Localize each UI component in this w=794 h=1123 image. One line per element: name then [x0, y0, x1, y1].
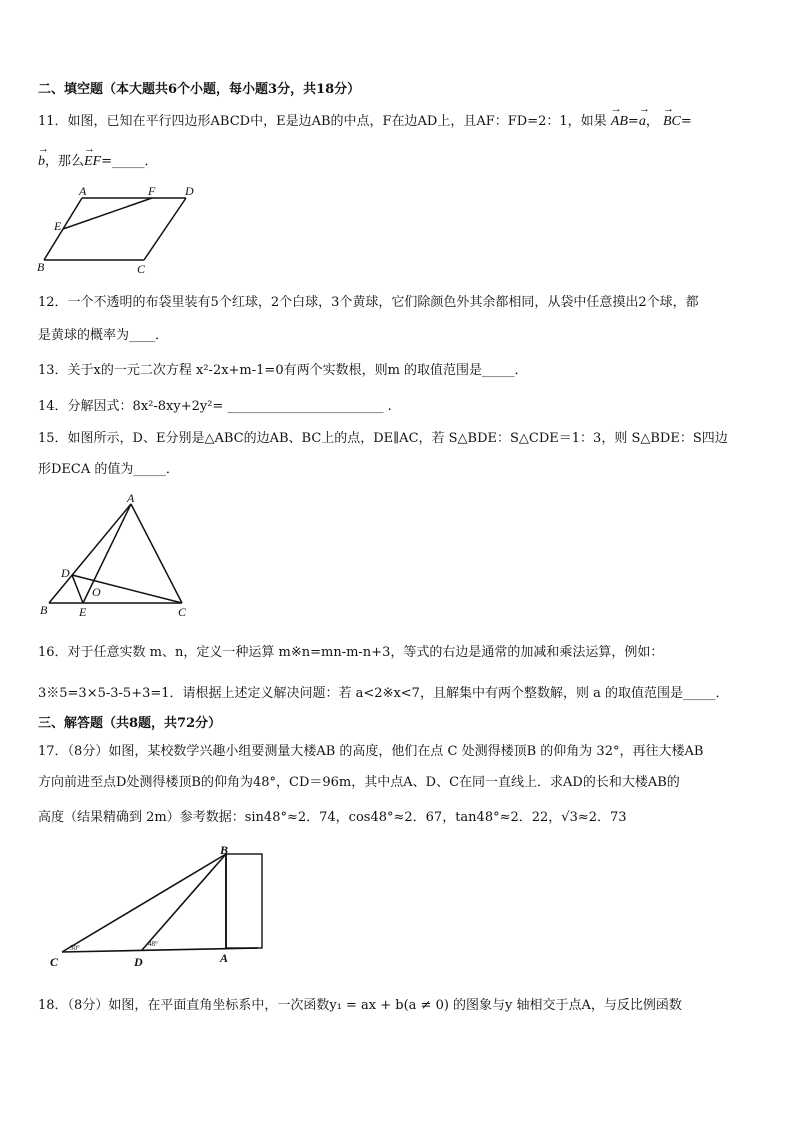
section-header-solutions: 三、解答题（共8题，共72分）	[38, 716, 222, 731]
vector-ab: → AB	[611, 110, 628, 130]
label-d: D	[185, 184, 194, 198]
question-16-line-2: 3※5=3×5-3-5+3=1．请根据上述定义解决问题：若 a<2※x<7，且解集中有两个整数解，则 a 的取值范围是_____．	[38, 686, 729, 701]
label-d: D	[134, 955, 143, 969]
question-17-line-3: 高度（结果精确到 2m）参考数据：sin48°≈2．74，cos48°≈2．67，tan48°≈2．22，√3≈2．73	[38, 810, 627, 825]
question-18: 18．（8分）如图，在平面直角坐标系中，一次函数y₁ = ax + b(a ≠ 0) 的图象与y 轴相交于点A，与反比例函数	[38, 998, 682, 1013]
question-15-line-2: 形DECA 的值为_____．	[38, 462, 179, 477]
angle-30-label: 30°	[70, 944, 80, 952]
question-17-line-2: 方向前进至点D处测得楼顶B的仰角为48°，CD＝96m，其中点A、D、C在同一直线上．求AD的长和大楼AB的	[38, 775, 680, 790]
label-f: F	[148, 184, 156, 198]
q11-eq-b: =	[680, 114, 692, 129]
label-c: C	[137, 262, 146, 276]
vector-b: → b	[38, 150, 45, 170]
question-13: 13．关于x的一元二次方程 x²-2x+m-1=0有两个实数根，则m 的取值范围是_____．	[38, 363, 528, 378]
label-b: B	[37, 260, 45, 274]
question-12-line-2: 是黄球的概率为____．	[38, 328, 169, 343]
label-e: E	[79, 605, 87, 619]
question-16-line-1: 16．对于任意实数 m、n，定义一种运算 m※n=mn-m-n+3，等式的右边是通常的加减和乘法运算，例如：	[38, 645, 664, 660]
question-12-line-1: 12．一个不透明的布袋里装有5个红球，2个白球，3个黄球，它们除颜色外其余都相同，从袋中任意摸出2个球，都	[38, 295, 699, 310]
q11-eq-a: =	[627, 114, 639, 129]
label-b: B	[40, 603, 48, 617]
angle-48-label: 48°	[148, 940, 158, 948]
label-d: D	[61, 566, 70, 580]
q11-text: 11．如图，已知在平行四边形ABCD中，E是边AB的中点，F在边AD上，且AF：FD=2：1，如果	[38, 114, 607, 129]
section-header-fill-blank: 二、填空题（本大题共6个小题，每小题3分，共18分）	[38, 82, 361, 97]
question-17-line-1: 17．（8分）如图，某校数学兴趣小组要测量大楼AB 的高度，他们在点 C 处测得楼顶B 的仰角为 32°，再往大楼AB	[38, 744, 704, 759]
building-figure	[48, 844, 273, 969]
label-c: C	[178, 605, 187, 619]
label-b: B	[220, 844, 229, 857]
q11-comma: ，	[645, 114, 659, 129]
question-11-line-2	[38, 150, 158, 170]
question-11-line-1	[38, 110, 692, 130]
q11-answer-blank: =_____．	[101, 154, 158, 169]
label-a: A	[220, 951, 229, 965]
q11-then: ，那么	[45, 154, 85, 169]
vector-ef: → EF	[84, 150, 101, 170]
label-c: C	[50, 955, 59, 969]
vector-bc: → BC	[663, 110, 681, 130]
question-15-line-1: 15．如图所示，D、E分别是△ABC的边AB、BC上的点，DE∥AC，若 S△BDE：S△CDE＝1：3，则 S△BDE：S四边	[38, 431, 728, 446]
label-a: A	[79, 184, 87, 198]
label-o: O	[92, 585, 101, 599]
triangle-figure	[34, 490, 199, 620]
question-14: 14．分解因式：8x²-8xy+2y²= ________________________ .	[38, 399, 392, 414]
label-a: A	[127, 491, 135, 505]
label-e: E	[54, 219, 62, 233]
parallelogram-figure	[34, 182, 204, 277]
vector-a: → a	[639, 110, 646, 130]
